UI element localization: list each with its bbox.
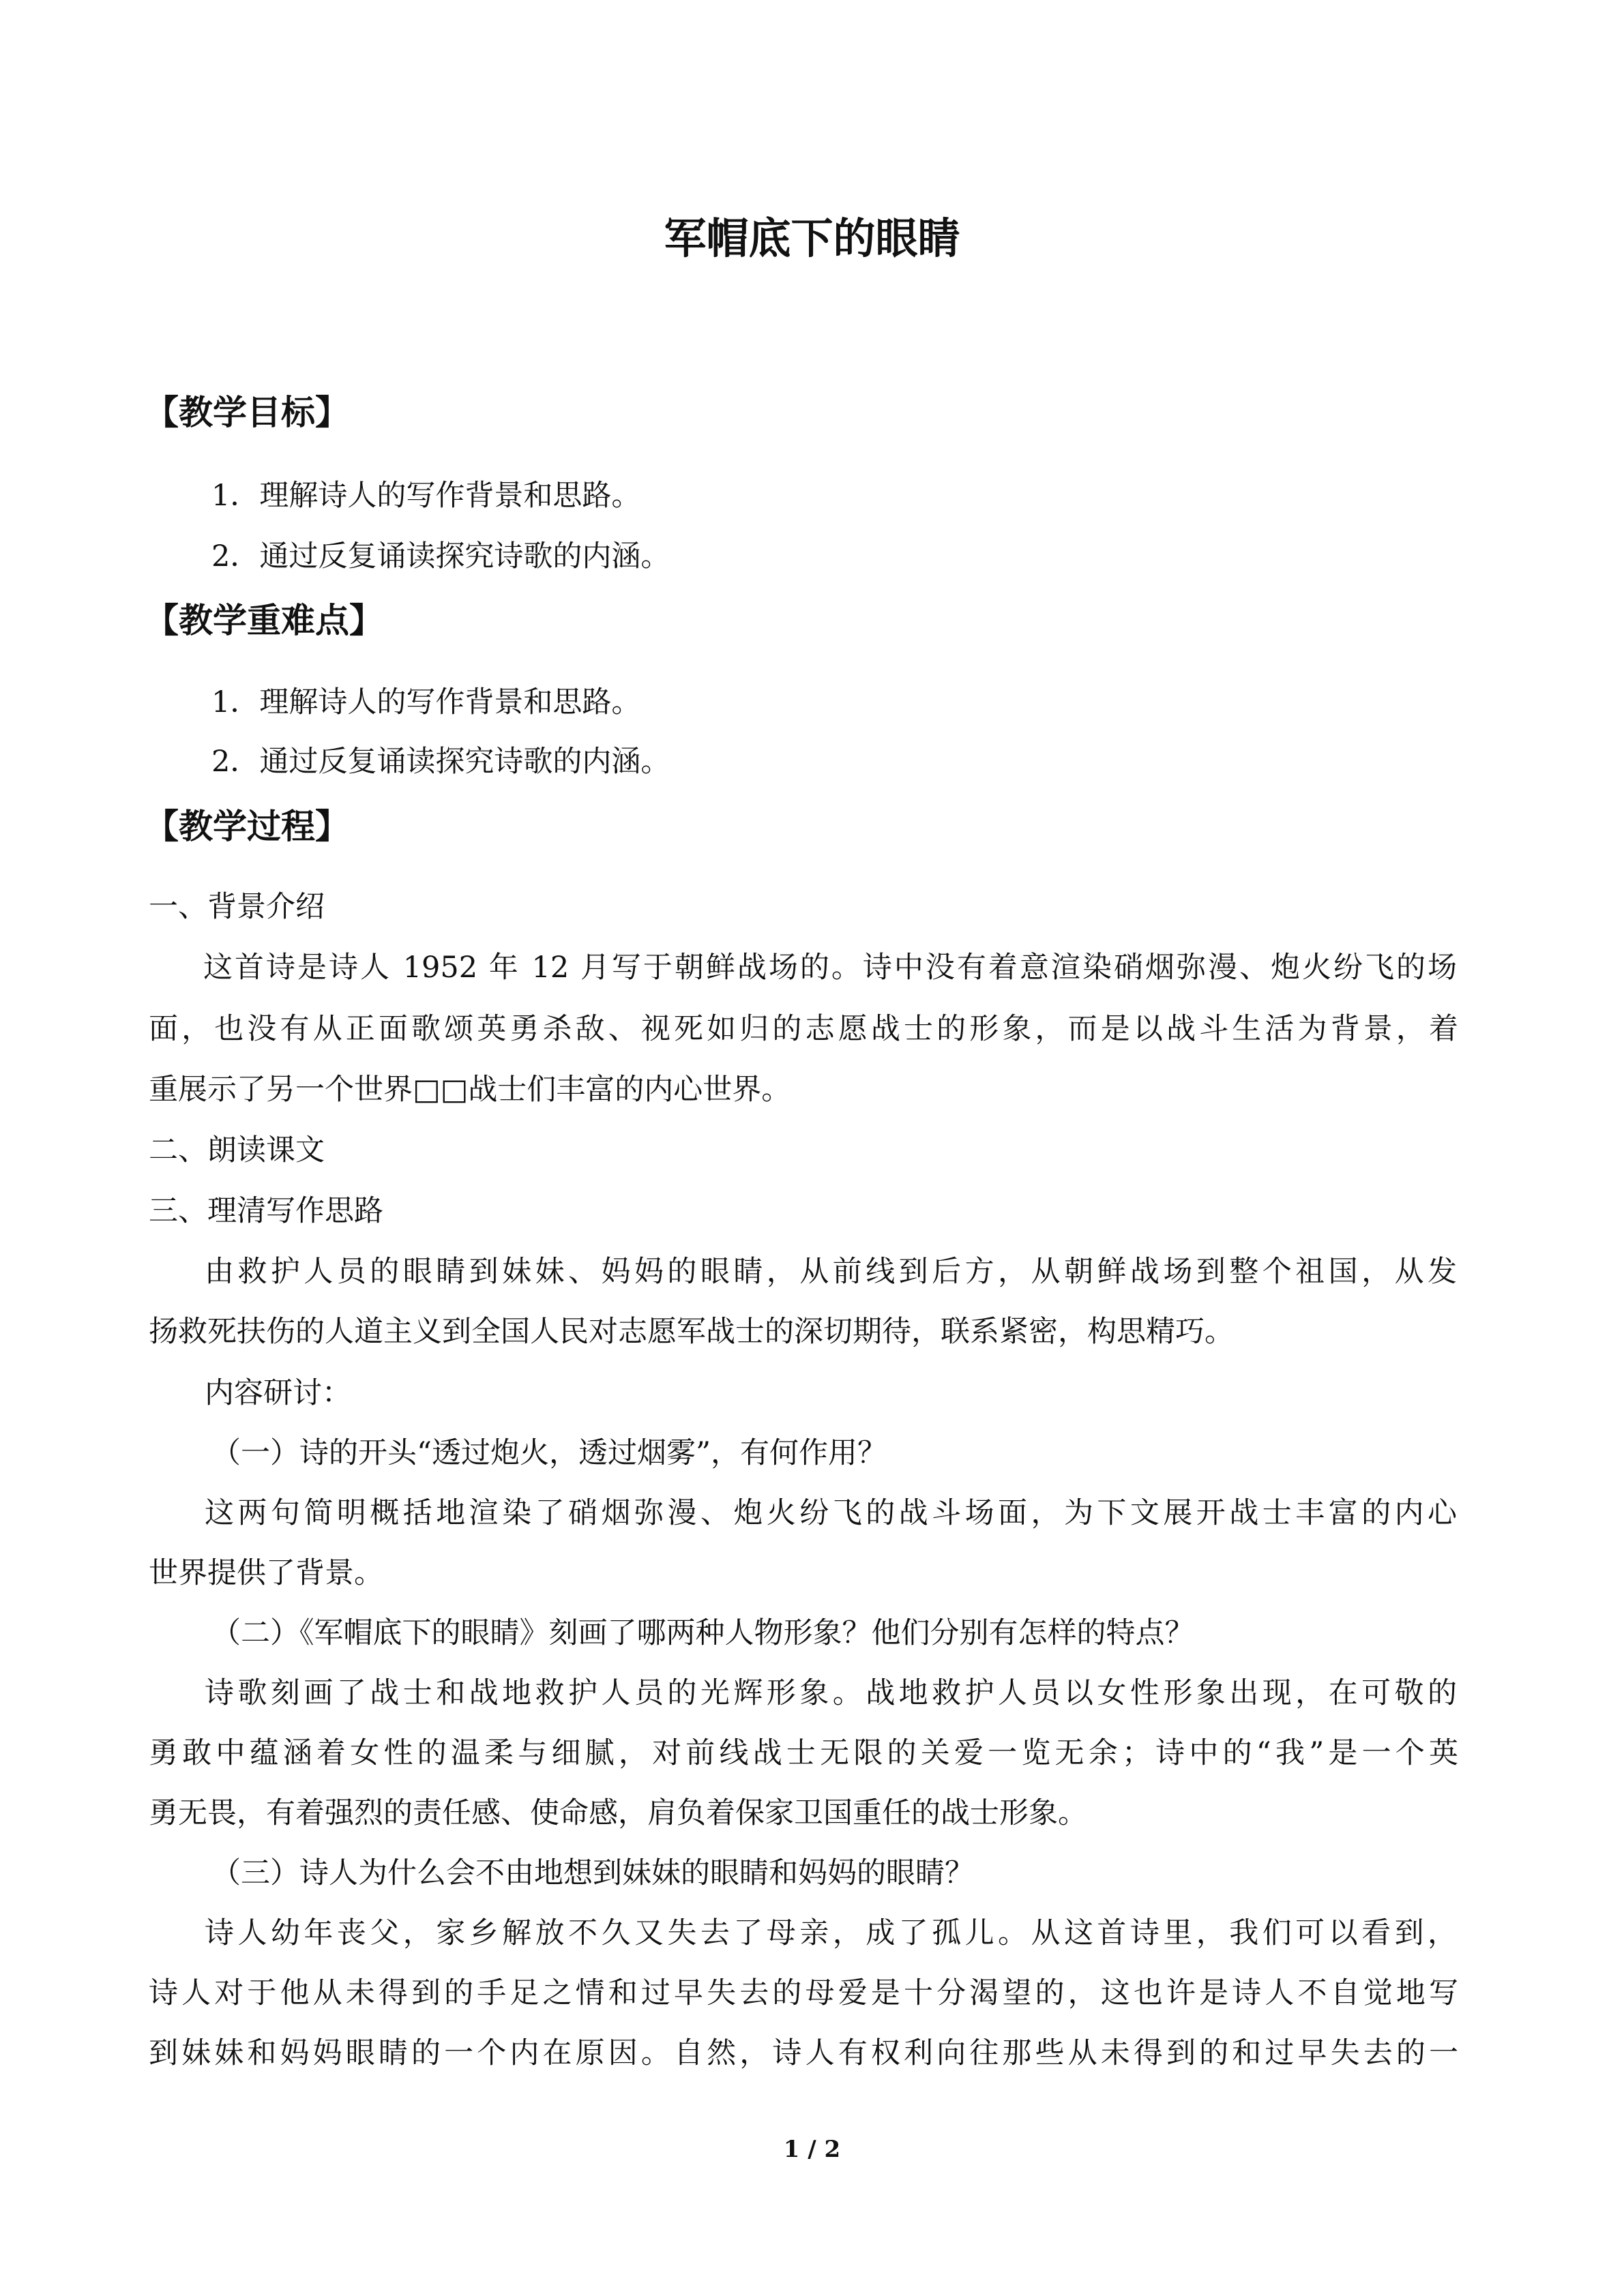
paragraph-line: 这首诗是诗人 1952 年 12 月写于朝鲜战场的。诗中没有着意渲染硝烟弥漫、炮火纷飞的场	[203, 951, 1457, 985]
answer-line: 这两句简明概括地渲染了硝烟弥漫、炮火纷飞的战斗场面，为下文展开战士丰富的内心	[205, 1496, 1457, 1530]
answer-line: 诗人幼年丧父，家乡解放不久又失去了母亲，成了孤儿。从这首诗里，我们可以看到，	[205, 1916, 1457, 1950]
section-heading-goals: 【教学目标】	[145, 393, 349, 432]
answer-line: 世界提供了背景。	[149, 1556, 383, 1590]
goal-item: 2．通过反复诵读探究诗歌的内涵。	[211, 539, 670, 573]
subsection-heading: 三、理清写作思路	[149, 1194, 383, 1228]
question: （三）诗人为什么会不由地想到妹妹的眼睛和妈妈的眼睛？	[211, 1856, 974, 1890]
subsection-heading: 二、朗读课文	[149, 1133, 325, 1167]
page-number: 1 / 2	[783, 2136, 841, 2163]
subsection-heading: 一、背景介绍	[149, 890, 325, 924]
key-point-item: 2．通过反复诵读探究诗歌的内涵。	[211, 745, 670, 779]
answer-line: 诗歌刻画了战士和战地救护人员的光辉形象。战地救护人员以女性形象出现，在可敬的	[205, 1676, 1457, 1710]
answer-line: 到妹妹和妈妈眼睛的一个内在原因。自然，诗人有权利向往那些从未得到的和过早失去的一	[149, 2036, 1458, 2070]
answer-line: 勇无畏，有着强烈的责任感、使命感，肩负着保家卫国重任的战士形象。	[149, 1796, 1087, 1830]
discussion-heading: 内容研讨：	[205, 1376, 351, 1410]
question: （一）诗的开头“透过炮火，透过烟雾”，有何作用？	[211, 1436, 887, 1470]
answer-line: 勇敢中蕴涵着女性的温柔与细腻，对前线战士无限的关爱一览无余；诗中的“我”是一个英	[149, 1736, 1458, 1770]
goal-item: 1．理解诗人的写作背景和思路。	[211, 479, 641, 513]
key-point-item: 1．理解诗人的写作背景和思路。	[211, 685, 641, 719]
paragraph-line: 由救护人员的眼睛到妹妹、妈妈的眼睛，从前线到后方，从朝鲜战场到整个祖国，从发	[205, 1255, 1457, 1289]
paragraph-line: 面，也没有从正面歌颂英勇杀敌、视死如归的志愿战士的形象，而是以战斗生活为背景，着	[149, 1012, 1458, 1046]
section-heading-key-points: 【教学重难点】	[145, 601, 383, 640]
answer-line: 诗人对于他从未得到的手足之情和过早失去的母爱是十分渴望的，这也许是诗人不自觉地写	[149, 1976, 1458, 2010]
paragraph-line: 扬救死扶伤的人道主义到全国人民对志愿军战士的深切期待，联系紧密，构思精巧。	[149, 1315, 1234, 1349]
document-title: 军帽底下的眼睛	[664, 213, 960, 263]
question: （二）《军帽底下的眼睛》刻画了哪两种人物形象？他们分别有怎样的特点？	[211, 1616, 1194, 1650]
section-heading-process: 【教学过程】	[145, 807, 349, 846]
paragraph-line: 重展示了另一个世界□□战士们丰富的内心世界。	[149, 1073, 791, 1107]
